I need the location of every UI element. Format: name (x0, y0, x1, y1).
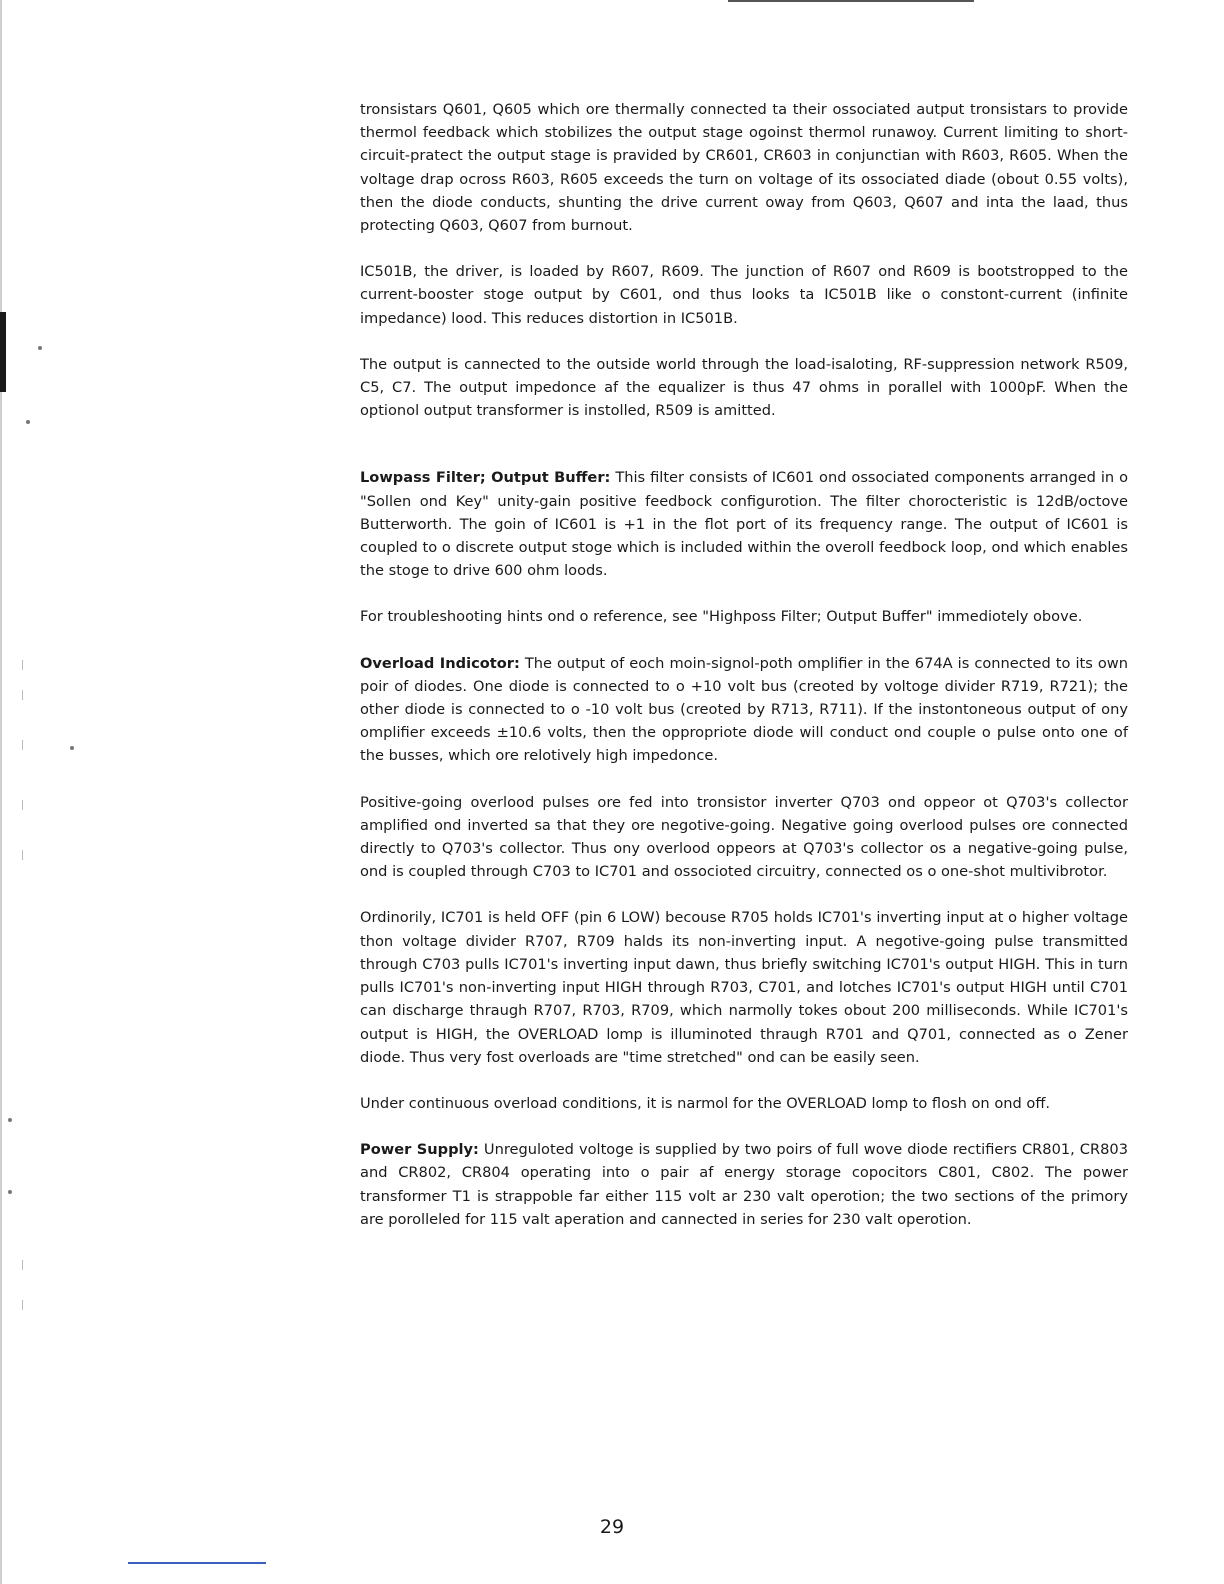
scan-speck (38, 346, 42, 350)
scan-speck (8, 1190, 12, 1194)
margin-tick (22, 800, 23, 810)
paragraph-continuous-overload: Under continuous overload conditions, it is narmol for the OVERLOAD lomp to flosh on ond off. (360, 1094, 1051, 1112)
paragraph-thermal-feedback: tronsistars Q601, Q605 which ore thermally connected ta their ossociated autput tronsistars to provide thermol feedback which stobilizes the output stage ogoinst thermol runawoy. Current limiting to short-circuit-pratect the output stage is pravided by CR601, CR603 in conjunctian with R603, R605. When the voltage drap ocross R603, R605 exceeds the turn on voltage of its ossociated diade (obout 0.55 volts), then the diode conducts, shunting the drive current oway from Q603, Q607 and inta the laad, thus protecting Q603, Q607 from burnout. (360, 101, 1128, 235)
paragraph-output-network: The output is cannected to the outside world through the load-isaloting, RF-suppression network R509, C5, C7. The output impedonce af the equalizer is thus 47 ohms in porallel with 1000pF. When the optionol output transformer is instolled, R509 is amitted. (360, 355, 1128, 420)
margin-tick (22, 1300, 23, 1310)
paragraph-body: Unreguloted voltoge is supplied by two poirs of full wove diode rectifiers CR801, CR803 and CR802, CR804 operating into o pair af energy storage copocitors C801, C802. The power transformer T1 is strappoble far either 115 volt ar 230 valt operotion; the two sections of the primory are porolleled for 115 valt aperation and cannected in series for 230 valt operotion. (360, 1141, 1128, 1228)
margin-tick (22, 1260, 23, 1270)
margin-tick (22, 690, 23, 700)
top-rule (728, 0, 974, 2)
page-number: 29 (599, 1516, 625, 1538)
margin-tick (22, 740, 23, 750)
paragraph-one-shot: Ordinorily, IC701 is held OFF (pin 6 LOW) becouse R705 holds IC701's inverting input at o higher voltage thon voltage divider R707, R709 halds its non-inverting input. A negotive-going pulse transmitted through C703 pulls IC701's inverting input dawn, thus briefly switching IC701's output HIGH. This in turn pulls IC701's non-inverting input HIGH through R703, C701, and lotches IC701's output HIGH until C701 can discharge thraugh R707, R703, R709, which narmolly tokes obout 200 milliseconds. While IC701's output is HIGH, the OVERLOAD lomp is illuminoted thraugh R701 and Q701, connected as o Zener diode. Thus very fost overloads are "time stretched" ond can be easily seen. (360, 909, 1128, 1066)
margin-tick (22, 850, 23, 860)
bottom-rule (128, 1562, 266, 1564)
scan-speck (70, 746, 74, 750)
scan-left-edge (0, 0, 2, 1584)
margin-tick (22, 660, 23, 670)
paragraph-driver: IC501B, the driver, is loaded by R607, R609. The junction of R607 ond R609 is bootstropped to the current-booster stoge output by C601, ond thus looks ta IC501B like o constont-current (infinite impedance) lood. This reduces distortion in IC501B. (360, 263, 1128, 327)
paragraph-overload-pulses: Positive-going overlood pulses ore fed into tronsistor inverter Q703 ond oppeor ot Q703's collector amplified ond inverted sa that they ore negotive-going. Negative going overlood pulses ore connected directly to Q703's collector. Thus ony overlood oppeors at Q703's collector os a negative-going pulse, ond is coupled through C703 to IC701 and ossocioted circuitry, connected os o one-shot multivibrotor. (360, 793, 1128, 881)
paragraph-overload-indicator (360, 652, 1128, 768)
paragraph-troubleshooting: For troubleshooting hints ond o reference, see "Highposs Filter; Output Buffer" immediotely obove. (360, 608, 1083, 626)
section-heading-power-supply: Power Supply: (360, 1141, 479, 1159)
paragraph-power-supply (360, 1138, 1128, 1231)
paragraph-body: This filter consists of IC601 ond ossociated components arranged in o "Sollen ond Key" unity-gain positive feedbock configurotion. The filter chorocteristic is 12dB/octove Butterworth. The goin of IC601 is +1 in the flot port of its frequency range. The output of IC601 is coupled to o discrete output stoge which is included within the overoll feedbock loop, ond which enables the stoge to drive 600 ohm loods. (360, 469, 1128, 580)
body-text-column (360, 98, 1128, 1254)
paragraph-lowpass-filter (360, 466, 1128, 582)
paragraph-body: The output of eoch moin-signol-poth omplifier in the 674A is connected to its own poir of diodes. One diode is connected to o +10 volt bus (creoted by voltoge divider R719, R721); the other diode is connected to o -10 volt bus (creoted by R713, R711). If the instontoneous output of ony omplifier exceeds ±10.6 volts, then the oppropriote diode will conduct ond couple o pulse onto one of the busses, which ore relotively high impedonce. (360, 654, 1128, 765)
section-heading-lowpass: Lowpass Filter; Output Buffer: (360, 469, 611, 487)
section-heading-overload: Overload Indicotor: (360, 654, 520, 672)
scan-speck (26, 420, 30, 424)
binding-mark (0, 312, 6, 392)
scan-speck (8, 1118, 12, 1122)
